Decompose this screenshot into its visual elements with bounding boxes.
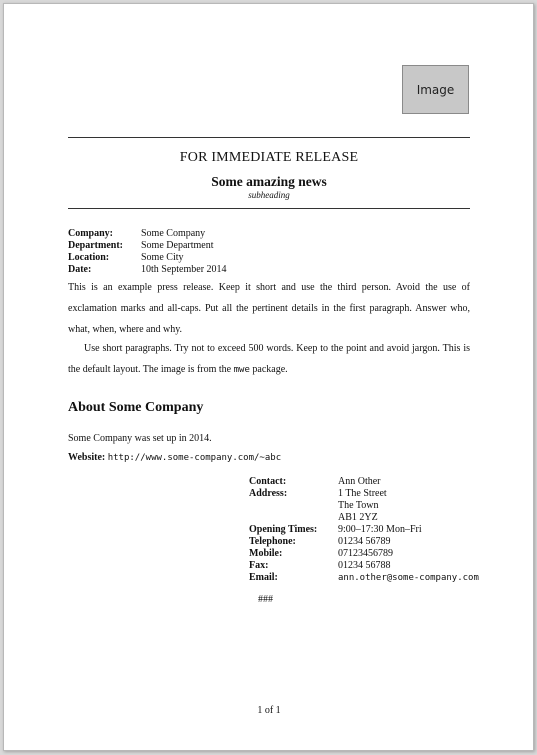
- about-text: Some Company was set up in 2014.: [68, 433, 212, 444]
- page-number: 1 of 1: [257, 705, 281, 716]
- contact-row: [249, 476, 479, 488]
- package-name: mwe: [233, 365, 250, 375]
- image-placeholder: [402, 65, 469, 114]
- release-heading: FOR IMMEDIATE RELEASE: [179, 150, 359, 165]
- address-value: [338, 488, 387, 524]
- paragraph-text: Use short paragraphs. Try not to exceed 500 words. Keep to the point and avoid jargon. This is the default layout. The image is from the: [68, 343, 470, 375]
- address-line: The Town: [338, 500, 379, 511]
- subheading: subheading: [248, 190, 290, 200]
- contact-label: Contact:: [249, 476, 287, 487]
- email-label: Email:: [249, 572, 278, 583]
- address-line: 1 The Street: [338, 488, 387, 499]
- email-row: [249, 572, 479, 584]
- meta-row-date: [68, 264, 227, 276]
- meta-label: Location:: [68, 252, 110, 263]
- opening-times-label: Opening Times:: [249, 524, 318, 535]
- contact-value: Ann Other: [338, 476, 381, 487]
- meta-value: 10th September 2014: [141, 264, 227, 275]
- meta-value: Some City: [141, 252, 184, 263]
- address-label: Address:: [249, 488, 288, 499]
- opening-times-value: 9:00–17:30 Mon–Fri: [338, 524, 422, 535]
- fax-value: 01234 56788: [338, 560, 391, 571]
- opening-times-row: [249, 524, 479, 536]
- meta-label: Department:: [68, 240, 123, 251]
- email-value[interactable]: ann.other@some-company.com: [338, 573, 479, 583]
- document-page: [3, 3, 534, 751]
- mobile-value: 07123456789: [338, 548, 393, 559]
- telephone-row: [249, 536, 479, 548]
- website-link[interactable]: http://www.some-company.com/~abc: [107, 453, 282, 463]
- paragraph-text-end: package.: [249, 364, 288, 375]
- address-row: [249, 488, 479, 524]
- headline: Some amazing news: [211, 174, 327, 189]
- body-paragraph-1: This is an example press release. Keep it short and use the third person. Avoid the use of exclamation marks and all-caps. Put all the pertinent details in the first paragraph. Answer who, what, when, where and why.: [68, 282, 470, 335]
- website-line: [68, 452, 281, 463]
- body-paragraph-2: [68, 338, 470, 381]
- meta-row-location: [68, 252, 227, 264]
- meta-label: Date:: [68, 264, 92, 275]
- meta-label: Company:: [68, 228, 114, 239]
- website-label: Website:: [68, 452, 106, 463]
- meta-row-department: [68, 240, 227, 252]
- top-rule: [68, 137, 470, 138]
- telephone-label: Telephone:: [249, 536, 296, 547]
- fax-label: Fax:: [249, 560, 269, 571]
- meta-value: Some Company: [141, 228, 206, 239]
- meta-row-company: [68, 228, 227, 240]
- address-line: AB1 2YZ: [338, 512, 378, 523]
- meta-block: [68, 228, 227, 276]
- about-heading: About Some Company: [68, 400, 204, 415]
- mobile-label: Mobile:: [249, 548, 283, 559]
- fax-row: [249, 560, 479, 572]
- mobile-row: [249, 548, 479, 560]
- meta-value: Some Department: [141, 240, 214, 251]
- bottom-rule: [68, 208, 470, 209]
- contact-block: [249, 476, 479, 584]
- image-label: Image: [416, 82, 455, 97]
- end-mark: ###: [258, 594, 273, 605]
- telephone-value: 01234 56789: [338, 536, 391, 547]
